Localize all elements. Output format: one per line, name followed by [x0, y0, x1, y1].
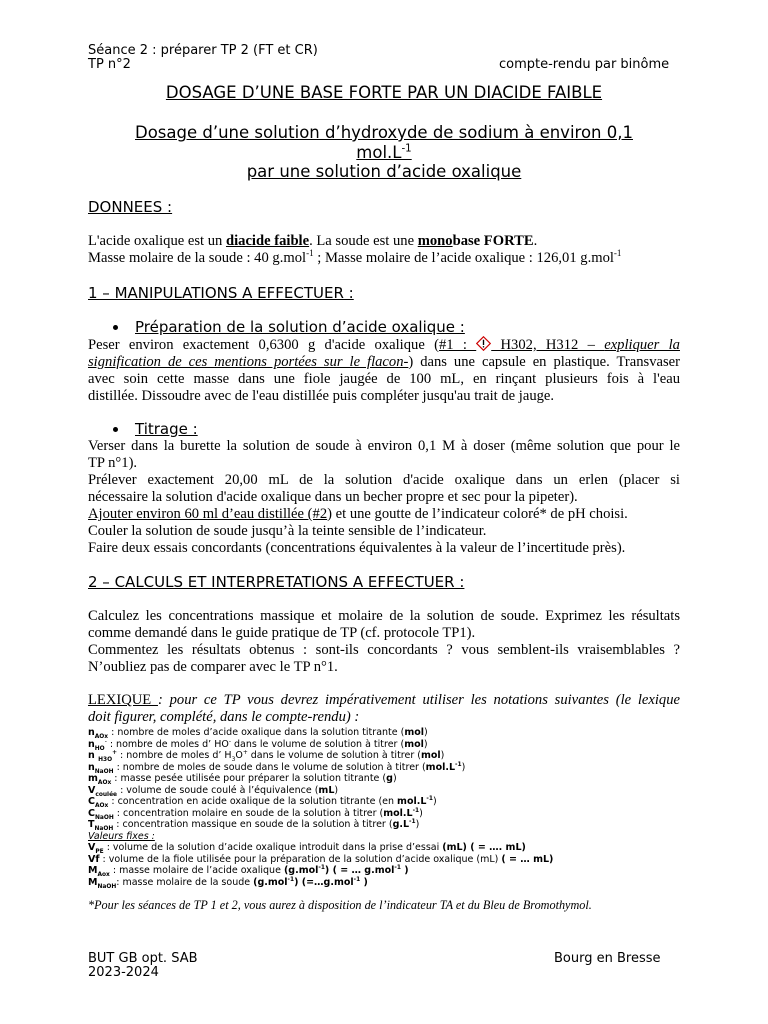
lexique-item: $C_{AOx}$ : concentration en acide oxalique de la solution titrante (en $mol.L^{-1}$) — [88, 795, 437, 809]
lexique-item: $M_{NaOH}$: masse molaire de la soude (g.mol$^{-1}$) (=…g.mol$^{-1}$ ) — [88, 876, 368, 890]
main-title: DOSAGE D’UNE BASE FORTE PAR UN DIACIDE FAIBLE — [165, 83, 603, 102]
footer-program: BUT GB opt. SAB — [88, 951, 198, 966]
header-seance: Séance 2 : préparer TP 2 (FT et CR) — [88, 43, 318, 58]
valeurs-fixes-label: Valeurs fixes : — [88, 830, 155, 842]
subtitle-line-3: par une solution d’acide oxalique — [246, 162, 522, 181]
lexique-list — [88, 727, 688, 888]
lexique-item: $T_{NaOH}$ : concentration massique en soude de la solution à titrer $(g.L^{-1})$ — [88, 818, 420, 832]
header-compte-rendu: compte-rendu par binôme — [499, 57, 670, 72]
lexique-item: $V_{PE}$ : volume de la solution d’acide oxalique introduit dans la prise d’essai (mL) ( = …. mL) — [88, 842, 526, 855]
titrage-paragraph: Verser dans la burette la solution de soude à environ 0,1 M à doser (même solution que pour le TP n°1). Prélever exactement 20,00 mL de la solution d'acide oxalique dans un erlen (placer si nécessaire la solution d'acide oxalique dans un becher propre et sec pour la pipeter). Ajouter environ 60 ml d’eau distillée (#2) et une goutte de l’indicateur coloré* de pH choisi. Couler la solution de soude jusqu’à la teinte sensible de l’indicateur. Faire deux essais concordants (concentrations équivalentes à la valeur de l’incertitude près). — [88, 438, 680, 556]
subtitle-line-1: Dosage d’une solution d’hydroxyde de sodium à environ 0,1 — [135, 123, 633, 142]
footer-year: 2023-2024 — [88, 965, 159, 980]
titrage-bullet-heading: Titrage : — [135, 420, 198, 438]
lexique-item: $n_{HO}^-$ : nombre de moles d’ HO- dans le volume de solution à titrer (mol) — [88, 738, 428, 752]
bullet-dot — [113, 325, 118, 330]
section1-heading: 1 – MANIPULATIONS A EFFECTUER : — [88, 284, 354, 302]
bullet-dot — [113, 427, 118, 432]
footnote: *Pour les séances de TP 1 et 2, vous aurez à disposition de l’indicateur TA et du Bleu de Bromothymol. — [88, 898, 592, 912]
section2-heading: 2 – CALCULS ET INTERPRETATIONS A EFFECTUER : — [88, 573, 465, 591]
lexique-item: Vf : volume de la fiole utilisée pour la préparation de la solution d’acide oxalique (mL) ( = … mL) — [88, 853, 554, 865]
lexique-item: $n_{AOx}$ : nombre de moles d’acide oxalique dans la solution titrante (mol) — [88, 727, 428, 740]
prep-paragraph: Peser environ exactement 0,6300 g d'acide oxalique (#1 : H302, H312 – expliquer la signification de ces mentions portées sur le flacon-) dans une capsule en plastique. Transvaser avec soin cette masse dans une fiole jaugée de 100 mL, en rinçant plusieurs fois à l'eau distillée. Dissoudre avec de l'eau distillée puis compléter jusqu'au trait de jauge. — [88, 337, 680, 404]
lexique-item: $C_{NaOH}$ : concentration molaire en soude de la solution à titrer $(mol.L^{-1})$ — [88, 807, 423, 821]
lexique-intro: LEXIQUE : pour ce TP vous devrez impérativement utiliser les notations suivantes (le lexique doit figurer, complété, dans le compte-rendu) : — [88, 692, 680, 725]
lexique-item: $m_{AOx}$ : masse pesée utilisée pour préparer la solution titrante (g) — [88, 773, 397, 786]
lexique-item: $V_{coulée}$ : volume de soude coulé à l’équivalence (mL) — [88, 784, 339, 798]
donnees-text: L'acide oxalique est un diacide faible. La soude est une monobase FORTE. Masse molaire de la soude : 40 g.mol$^{-1}$ ; Masse molaire de l’acide oxalique : 126,01 g.mol$^{-1}$ — [88, 233, 622, 266]
header-tp-number: TP n°2 — [88, 57, 131, 72]
donnees-heading: DONNEES : — [88, 198, 173, 216]
subtitle-line-2: $mol.L^{-1}$ — [356, 143, 412, 162]
footer-location: Bourg en Bresse — [554, 951, 661, 966]
lexique-item: $n_{NaOH}$ : nombre de moles de soude dans le volume de solution à titrer $(mol.L^{-1})$ — [88, 761, 466, 775]
hazard-exclamation-icon — [476, 336, 491, 351]
section2-paragraph: Calculez les concentrations massique et molaire de la solution de soude. Exprimez les résultats comme demandé dans le guide pratique de TP (cf. protocole TP1). Commentez les résultats obtenus : sont-ils concordants ? vous semblent-ils vraisemblables ? N’oubliez pas de comparer avec le TP n°1. — [88, 608, 680, 675]
prep-bullet-heading: Préparation de la solution d’acide oxalique : — [135, 318, 465, 336]
lexique-item: $M_{Aox}$ : masse molaire de l’acide oxalique (g.mol$^{-1}$) ( = … g.mol$^{-1}$ ) — [88, 864, 409, 878]
lexique-item: n $_{H3O}$+ : nombre de moles d’ $H_3O^+$ dans le volume de solution à titrer (mol) — [88, 749, 445, 763]
